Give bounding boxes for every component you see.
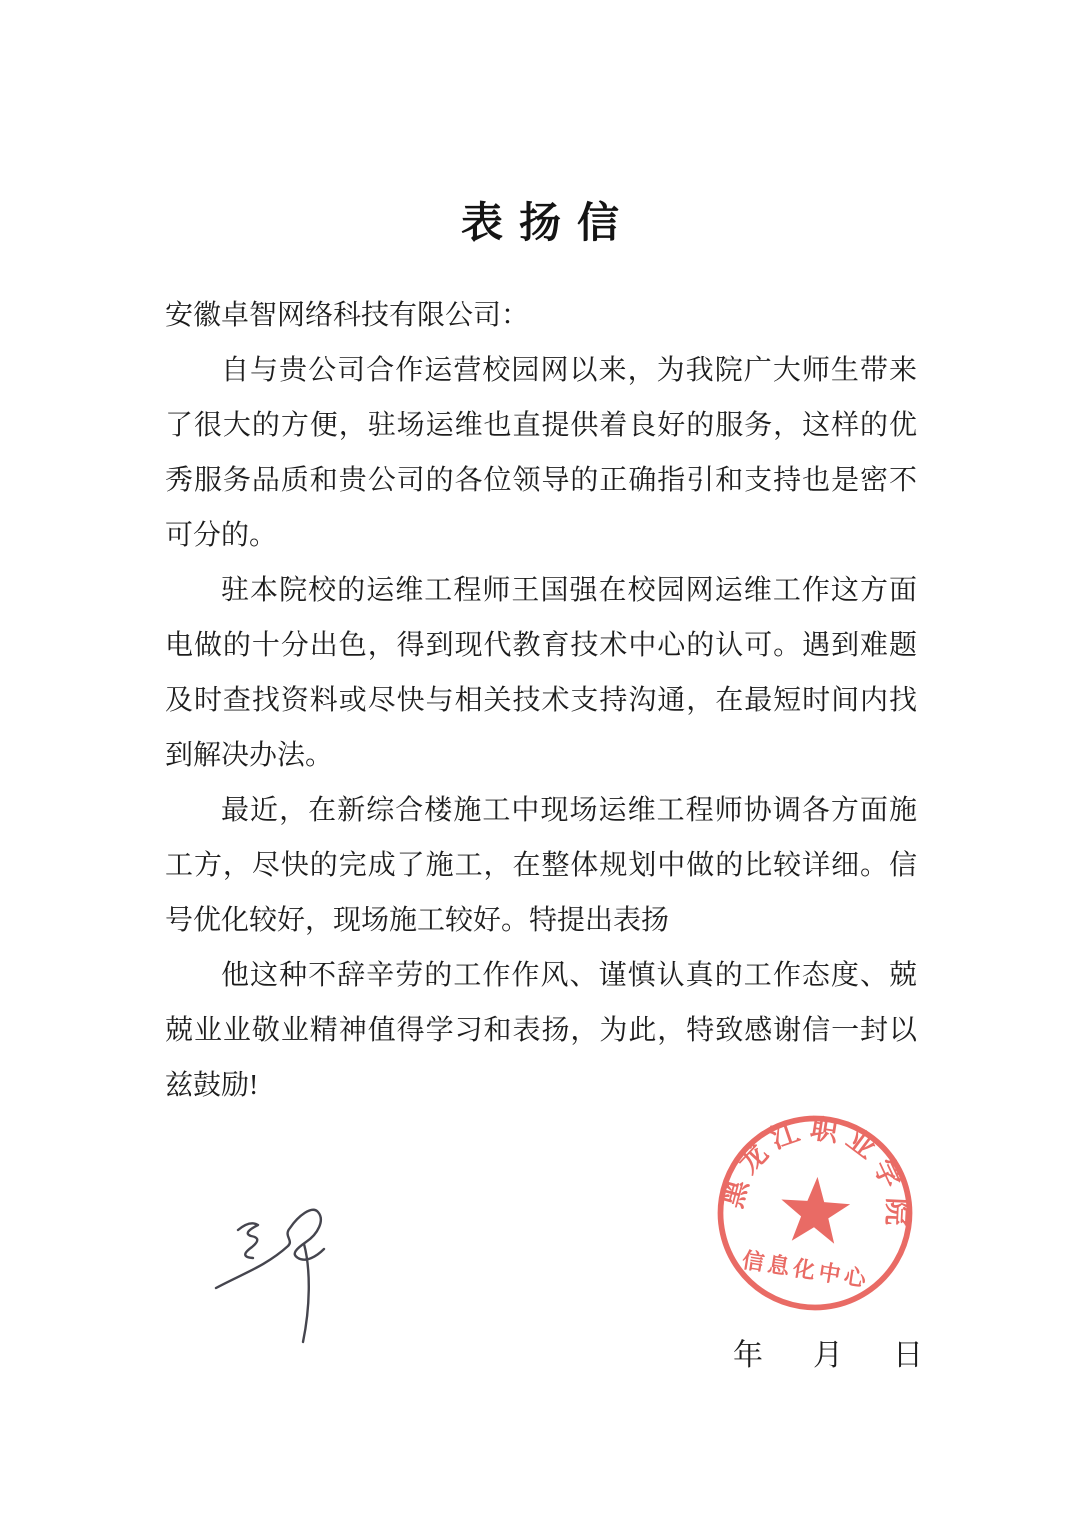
date-line	[733, 1330, 923, 1374]
official-seal	[710, 1108, 920, 1318]
day-label: 日	[893, 1339, 923, 1372]
paragraph: 最近，在新综合楼施工中现场运维工程师协调各方面施工方，尽快的完成了施工，在整体规划中做的比较详细。信号优化较好，现场施工较好。特提出表扬	[165, 795, 917, 936]
handwritten-signature	[200, 1182, 440, 1347]
letter-body	[165, 288, 917, 1113]
paragraph: 驻本院校的运维工程师王国强在校园网运维工作这方面电做的十分出色，得到现代教育技术中心的认可。遇到难题及时查找资料或尽快与相关技术支持沟通，在最短时间内找到解决办法。	[165, 575, 917, 771]
seal-dept-text: 信息化中心	[740, 1247, 872, 1293]
paragraph: 自与贵公司合作运营校园网以来，为我院广大师生带来了很大的方便，驻场运维也直提供着良好的服务，这样的优秀服务品质和贵公司的各位领导的正确指引和支持也是密不可分的。	[165, 355, 917, 551]
year-label: 年	[733, 1339, 763, 1372]
paragraph: 他这种不辞辛劳的工作作风、谨慎认真的工作态度、兢兢业业敬业精神值得学习和表扬，为此，特致感谢信一封以兹鼓励!	[165, 960, 917, 1101]
seal-org-text: 黑龙江职业学院	[716, 1112, 914, 1234]
month-label: 月	[813, 1339, 843, 1372]
signature-scribble-icon	[200, 1182, 440, 1347]
seal-star-icon	[779, 1174, 852, 1244]
letter-title: 表扬信	[460, 201, 635, 247]
salutation: 安徽卓智网络科技有限公司：	[165, 300, 530, 331]
